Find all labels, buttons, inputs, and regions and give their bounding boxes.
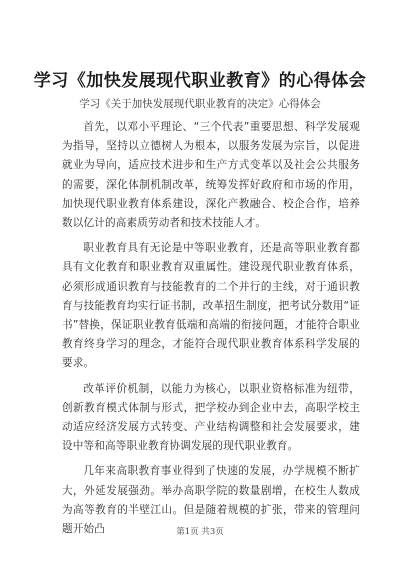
page-footer: 第1页 共3页 [176, 527, 224, 537]
document-title: 学习《加快发展现代职业教育》的心得体会 [33, 71, 367, 91]
paragraph-4: 几年来高职教育事业得到了快速的发展，办学规模不断扩大，外延发展强劲。举办高职学院的数量剧增，在校生人数成为高等教育的半壁江山。但是随着规模的扩张，带来的管理问题开始凸 [62, 465, 360, 536]
paragraph-1: 首先，以邓小平理论、“三个代表”重要思想、科学发展观为指导，坚持以立德树人为根本，以服务发展为宗旨，以促进就业为导向，适应技术进步和生产方式变革以及社会公共服务的需要，深化体制机制改革，统筹发挥好政府和市场的作用，加快现代职业教育体系建设，深化产教融合、校企合作，培养数以亿计的高素质劳动者和技术技能人才。 [62, 121, 360, 230]
paragraph-3: 改革评价机制，以能力为核心，以职业资格标准为纽带，创新教育模式体制与形式，把学校办到企业中去，高职学校主动适应经济发展方式转变、产业结构调整和社会发展要求，建设中等和高等职业教育协调发展的现代职业教育。 [62, 382, 360, 453]
document-body [62, 118, 360, 545]
paragraph-2: 职业教育具有无论是中等职业教育，还是高等职业教育都具有文化教育和职业教育双重属性。建设现代职业教育体系，必须形成通识教育与技能教育的二个并行的主线，对于通识教育与技能教育均实行证书制，改革招生制度，把考试分数用“证书”替换，保证职业教育低端和高端的衔接问题，才能符合职业教育终身学习的理念，才能符合现代职业教育体系科学发展的要求。 [62, 242, 360, 370]
document-subtitle: 学习《关于加快发展现代职业教育的决定》心得体会 [79, 98, 321, 110]
